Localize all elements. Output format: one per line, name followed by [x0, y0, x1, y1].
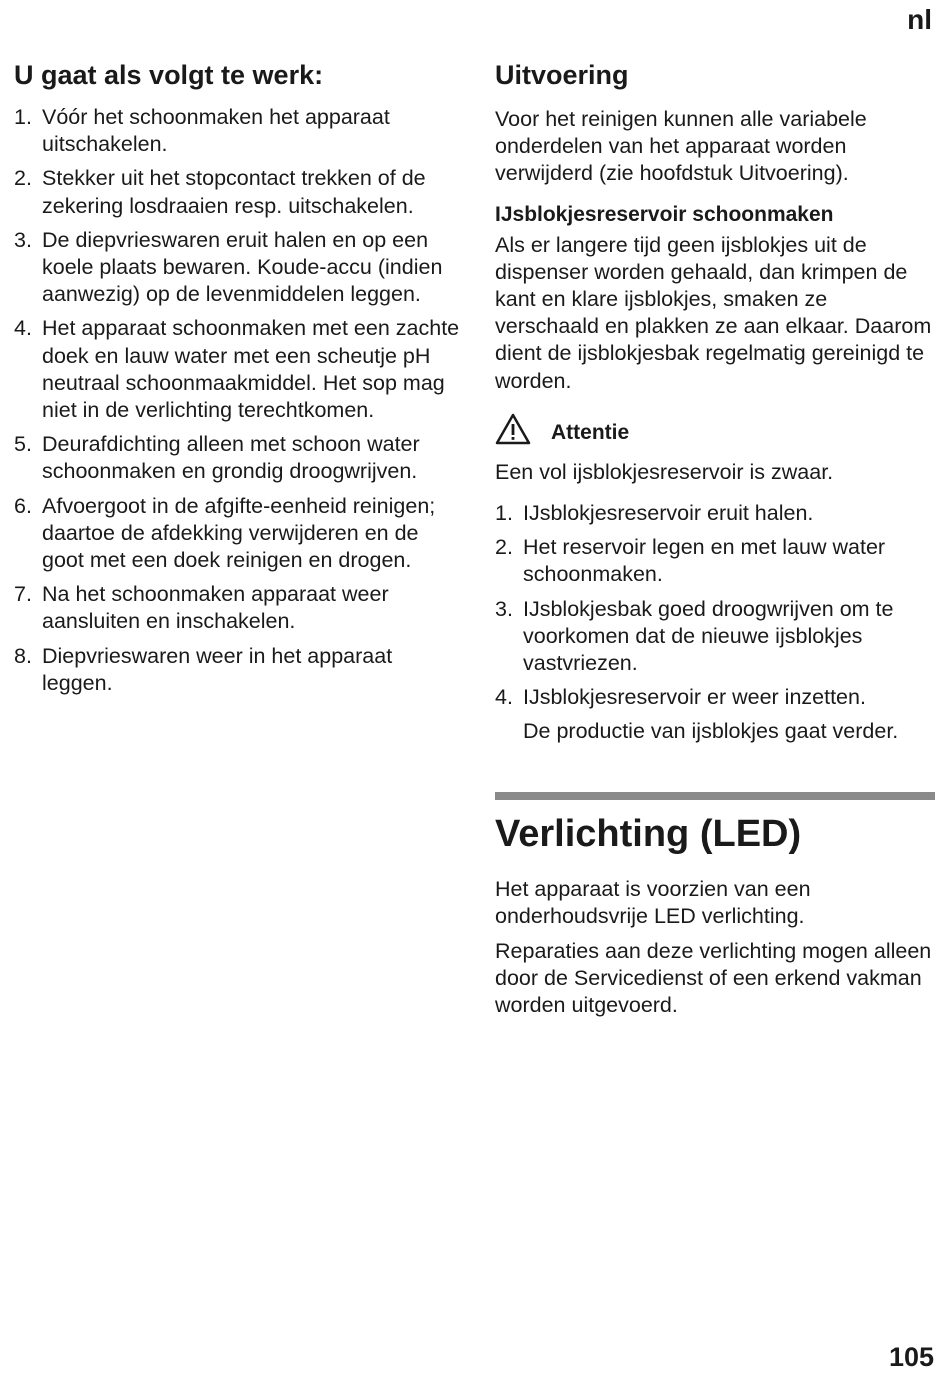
- step-number: 1.: [14, 105, 32, 129]
- step-number: 6.: [14, 493, 32, 518]
- step-number: 5.: [14, 432, 32, 457]
- list-item: [14, 431, 464, 485]
- list-item: [495, 596, 935, 678]
- step-number: 8.: [14, 643, 32, 668]
- warning-text: Een vol ijsblokjesreservoir is zwaar.: [495, 459, 834, 484]
- procedure-steps: [14, 104, 464, 697]
- body-paragraph: Als er langere tijd geen ijsblokjes uit de dispenser worden gehaald, dan krimpen de kant en klare ijsblokjes, smaken ze verschaald en plakken ze aan elkaar. Daarom dient de ijsblokjesbak regelmatig gereinigd te worden.: [495, 232, 932, 393]
- chapter-title: Verlichting (LED): [495, 812, 802, 855]
- led-paragraph-2: Reparaties aan deze verlichting mogen alleen door de Servicedienst of een erkend vakman worden uitgevoerd.: [495, 939, 932, 1018]
- list-item: [14, 165, 464, 219]
- list-item: [14, 104, 464, 158]
- step-text: Na het schoonmaken apparaat weer aansluiten en inschakelen.: [42, 582, 389, 634]
- step-number: 4.: [14, 316, 32, 341]
- list-item: [14, 643, 464, 697]
- warning-label: Attentie: [551, 420, 630, 444]
- step-text: Stekker uit het stopcontact trekken of de zekering losdraaien resp. uitschakelen.: [42, 166, 426, 218]
- step-number: 4.: [495, 685, 513, 710]
- step-number: 3.: [495, 596, 513, 621]
- step-number: 3.: [14, 227, 32, 252]
- step-text: Deurafdichting alleen met schoon water schoonmaken en grondig droogwrijven.: [42, 432, 420, 484]
- list-item: [495, 500, 935, 527]
- list-item: [495, 534, 935, 588]
- step-text: De diepvrieswaren eruit halen en op een koele plaats bewaren. Koude-accu (indien aanwezig) op de levenmiddelen leggen.: [42, 227, 443, 307]
- step-text: Vóór het schoonmaken het apparaat uitschakelen.: [42, 105, 390, 157]
- step-number: 2.: [14, 166, 32, 191]
- subsection-heading: IJsblokjesreservoir schoonmaken: [495, 202, 834, 226]
- list-item: [14, 493, 464, 575]
- step-text: Diepvrieswaren weer in het apparaat leggen.: [42, 643, 393, 695]
- left-column: [14, 58, 464, 704]
- list-item: [495, 684, 935, 711]
- list-item: [14, 227, 464, 309]
- step-text: IJsblokjesbak goed droogwrijven om te voorkomen dat de nieuwe ijsblokjes vastvriezen.: [523, 596, 894, 676]
- result-text: De productie van ijsblokjes gaat verder.: [523, 719, 899, 744]
- cleaning-steps: [495, 500, 935, 711]
- section-divider: [495, 792, 935, 800]
- list-item: [14, 315, 464, 424]
- step-text: Het reservoir legen en met lauw water schoonmaken.: [523, 535, 886, 587]
- step-text: IJsblokjesreservoir er weer inzetten.: [523, 685, 866, 710]
- right-column: [495, 58, 935, 1028]
- step-text: IJsblokjesreservoir eruit halen.: [523, 501, 814, 526]
- step-text: Het apparaat schoonmaken met een zachte doek en lauw water met een scheutje pH neutraal schoonmaakmiddel. Het sop mag niet in de verlichting terechtkomen.: [42, 316, 460, 423]
- section-heading: Uitvoering: [495, 60, 629, 90]
- step-number: 7.: [14, 582, 32, 607]
- language-code: nl: [907, 4, 932, 35]
- intro-paragraph: Voor het reinigen kunnen alle variabele onderdelen van het apparaat worden verwijderd (zie hoofdstuk Uitvoering).: [495, 107, 867, 186]
- warning-block: [495, 413, 935, 445]
- step-number: 2.: [495, 535, 513, 560]
- page-number: 105: [888, 1342, 934, 1372]
- step-text: Afvoergoot in de afgifte-eenheid reinigen; daartoe de afdekking verwijderen en de goot met een doek reinigen en drogen.: [42, 493, 436, 573]
- warning-icon: [495, 413, 531, 445]
- list-item: [14, 581, 464, 635]
- led-paragraph-1: Het apparaat is voorzien van een onderhoudsvrije LED verlichting.: [495, 876, 811, 928]
- procedure-heading: U gaat als volgt te werk:: [14, 60, 324, 90]
- step-number: 1.: [495, 501, 513, 526]
